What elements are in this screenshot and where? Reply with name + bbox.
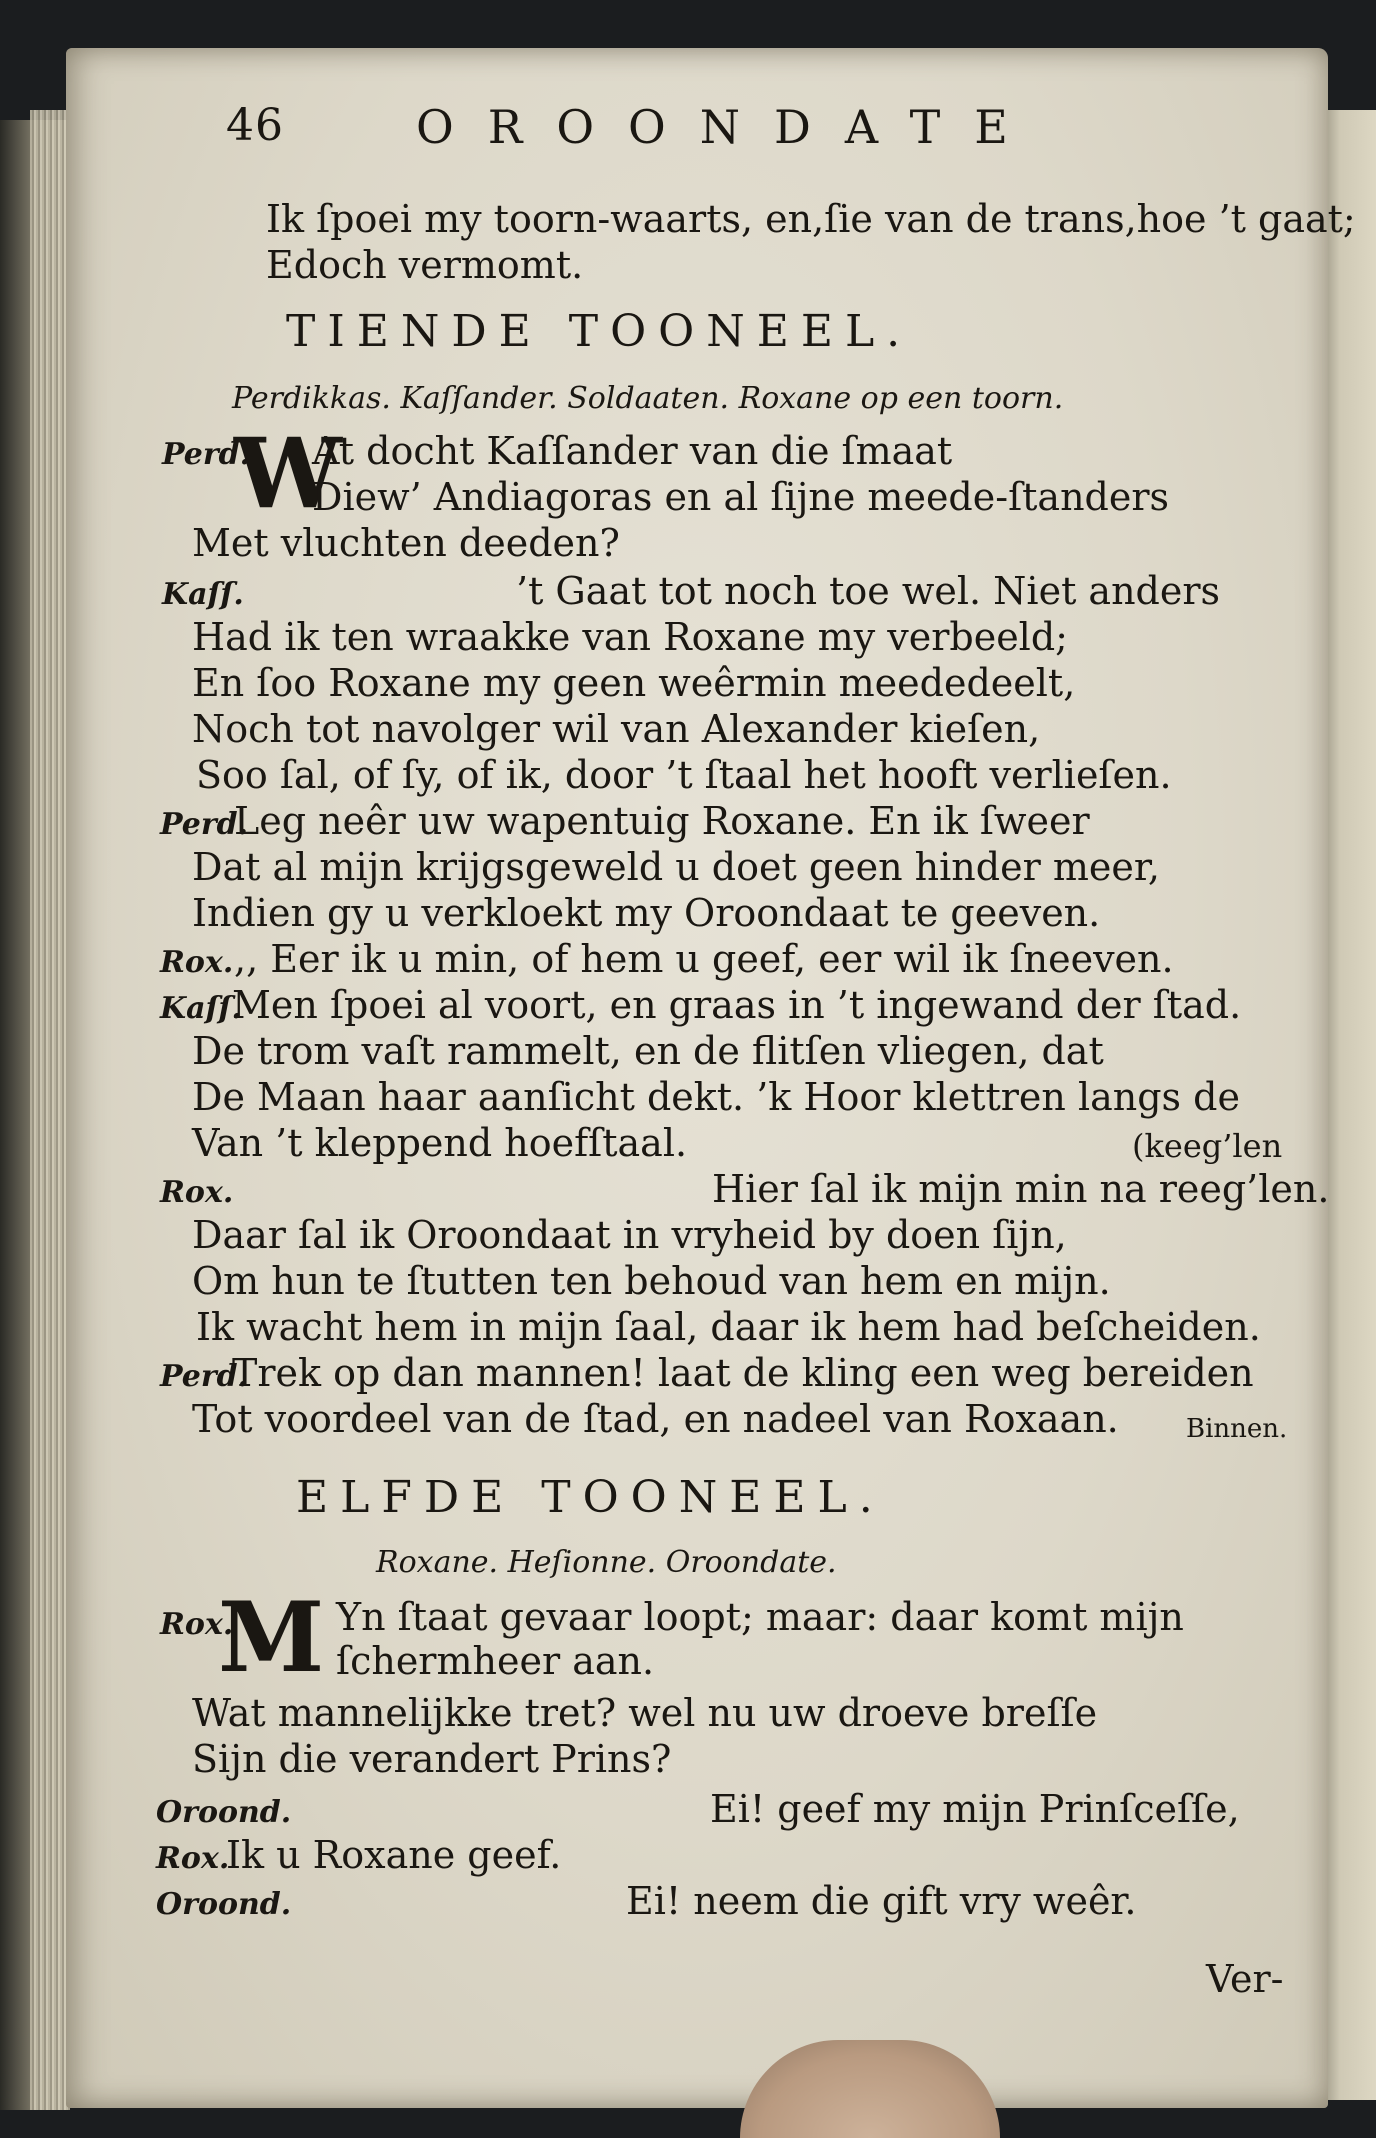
drop-cap: M xyxy=(218,1581,325,1694)
speaker-label: Oroond. xyxy=(156,1795,292,1830)
speaker-label: Kaſſ. xyxy=(162,577,244,612)
verse-line: De Maan haar aanſicht dekt. ’k Hoor klettren langs de xyxy=(192,1075,1240,1119)
verse-line: Dat al mijn krijgsgeweld u doet geen hinder meer, xyxy=(192,845,1160,889)
speaker-label: Rox. xyxy=(156,1841,230,1876)
drop-cap: W xyxy=(234,417,342,530)
verse-line: Soo ſal, of ſy, of ik, door ’t ſtaal het hooft verlieſen. xyxy=(196,753,1172,797)
speaker-label: Rox. xyxy=(160,945,234,980)
verse-line: Yn ſtaat gevaar loopt; maar: daar komt mijn xyxy=(336,1595,1184,1639)
running-head xyxy=(226,100,1128,160)
book-page xyxy=(66,48,1356,2108)
intro-line: Ik ſpoei my toorn-waarts, en,ſie van de trans,hoe ’t gaat; xyxy=(266,197,1356,241)
page-stack xyxy=(30,110,70,2110)
verse-line: De trom vaſt rammelt, en de flitſen vliegen, dat xyxy=(192,1029,1104,1073)
scene-title: TIENDE TOONEEL. xyxy=(286,306,913,357)
verse-line: (keeg’len xyxy=(1132,1127,1283,1165)
verse-line: Men ſpoei al voort, en graas in ’t ingewand der ſtad. xyxy=(232,983,1242,1027)
verse-line: Ei! neem die gift vry weêr. xyxy=(626,1879,1137,1923)
running-title: OROONDATE xyxy=(416,100,1042,154)
speaker-label: Perd. xyxy=(162,437,251,472)
cast-list: Roxane. Heſionne. Oroondate. xyxy=(376,1545,837,1580)
page-number: 46 xyxy=(226,100,284,151)
catchword: Ver- xyxy=(1206,1957,1284,2001)
verse-line: ſchermheer aan. xyxy=(336,1639,655,1683)
verse-line: Ik wacht hem in mijn ſaal, daar ik hem had beſcheiden. xyxy=(196,1305,1261,1349)
verse-line: Van ’t kleppend hoefſtaal. xyxy=(192,1121,688,1165)
verse-line: En ſoo Roxane my geen weêrmin meededeelt, xyxy=(192,661,1076,705)
verse-line: Daar ſal ik Oroondaat in vryheid by doen ſijn, xyxy=(192,1213,1067,1257)
verse-line: Noch tot navolger wil van Alexander kieſen, xyxy=(192,707,1041,751)
verse-line: Trek op dan mannen! laat de kling een weg bereiden xyxy=(232,1351,1254,1395)
speaker-label: Kaſſ. xyxy=(160,991,242,1026)
verse-line: ,, Eer ik u min, of hem u geef, eer wil ik ſneeven. xyxy=(234,937,1174,981)
verse-line: Hier ſal ik mijn min na reeg’len. xyxy=(712,1167,1330,1211)
intro-line: Edoch vermomt. xyxy=(266,243,584,287)
cast-list: Perdikkas. Kaſſander. Soldaaten. Roxane op een toorn. xyxy=(232,381,1064,416)
verse-line: Ik u Roxane geef. xyxy=(226,1833,562,1877)
speaker-label: Perd. xyxy=(160,807,249,842)
verse-line: Met vluchten deeden? xyxy=(192,521,620,565)
verse-line: Tot voordeel van de ſtad, en nadeel van Roxaan. xyxy=(192,1397,1119,1441)
verse-line: Om hun te ſtutten ten behoud van hem en mijn. xyxy=(192,1259,1111,1303)
verse-line: Diew’ Andiagoras en al ſijne meede-ſtanders xyxy=(312,475,1170,519)
verse-line: Ei! geef my mijn Prinſceſſe, xyxy=(710,1787,1240,1831)
speaker-label: Rox. xyxy=(160,1607,234,1642)
verse-line: ’t Gaat tot noch toe wel. Niet anders xyxy=(516,569,1221,613)
speaker-label: Perd. xyxy=(160,1359,249,1394)
scene-title: ELFDE TOONEEL. xyxy=(296,1472,885,1523)
verse-line: Indien gy u verkloekt my Oroondaat te geeven. xyxy=(192,891,1101,935)
verse-line: Wat mannelijkke tret? wel nu uw droeve breſſe xyxy=(192,1691,1098,1735)
verse-line: Leg neêr uw wapentuig Roxane. En ik ſweer xyxy=(234,799,1090,843)
verse-line: Had ik ten wraakke van Roxane my verbeeld; xyxy=(192,615,1068,659)
stage-direction: Binnen. xyxy=(1186,1414,1288,1444)
verse-line: Sijn die verandert Prins? xyxy=(192,1737,672,1781)
verse-line: At docht Kaſſander van die ſmaat xyxy=(312,429,953,473)
speaker-label: Rox. xyxy=(160,1175,234,1210)
speaker-label: Oroond. xyxy=(156,1887,292,1922)
